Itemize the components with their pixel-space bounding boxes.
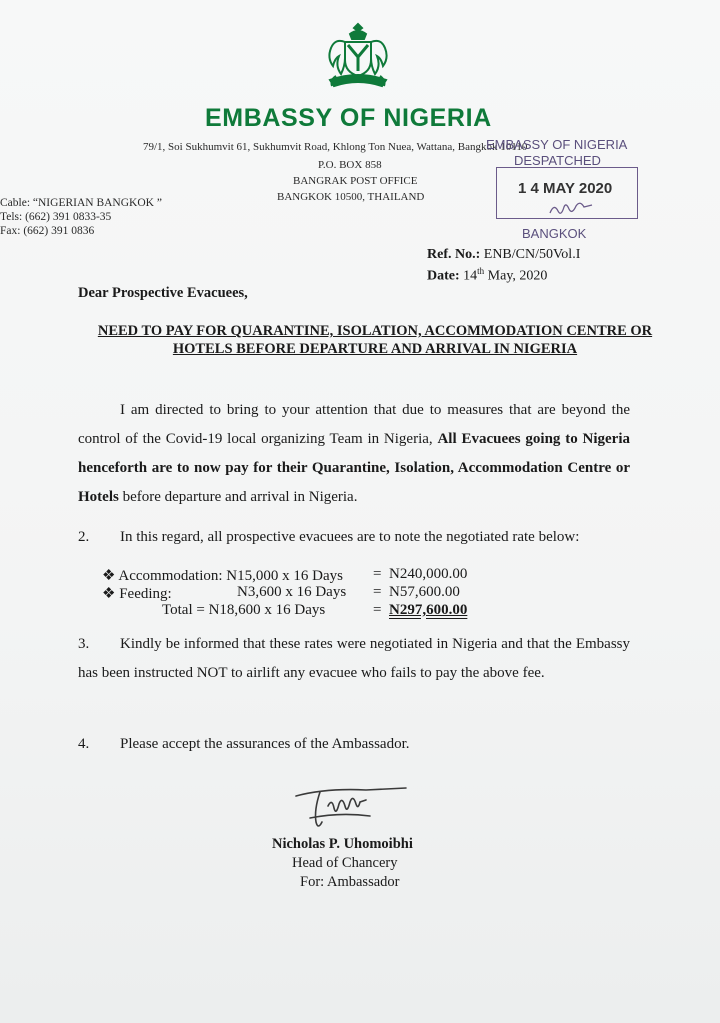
feeding-rate: N3,600 x 16 Days	[237, 584, 347, 600]
address-line-2: P.O. BOX 858	[318, 159, 382, 171]
ref-label: Ref. No.:	[427, 247, 481, 262]
letter-heading	[70, 322, 680, 358]
total-eq: =	[373, 602, 382, 618]
letter-date	[427, 266, 547, 285]
stamp-date: 1 4 MAY 2020	[518, 180, 613, 197]
despatched-stamp	[482, 131, 650, 239]
paragraph-2-number: 2.	[78, 529, 90, 545]
rate-accommodation	[102, 566, 343, 585]
accommodation-total: N240,000.00	[389, 566, 468, 582]
handwritten-signature-icon	[290, 782, 420, 838]
paragraph-1-lead: I am directed to bring to your attention that due to measures that are beyond the control of the Covid-19 local organizing Team in Nigeria,	[78, 402, 630, 447]
paragraph-4-text: Please accept the assurances of the Ambassador.	[120, 736, 410, 752]
nigeria-coat-of-arms-icon	[318, 18, 398, 96]
date-suffix: th	[477, 266, 485, 276]
paragraph-3-text: Kindly be informed that these rates were negotiated in Nigeria and that the Embassy has been instructed NOT to airlift any evacuee who fails to pay the above fee.	[78, 636, 630, 681]
signer-name: Nicholas P. Uhomoibhi	[272, 836, 413, 852]
signer-for: For: Ambassador	[300, 874, 400, 890]
address-line-4: BANGKOK 10500, THAILAND	[277, 191, 425, 203]
date-day: 14	[463, 268, 478, 284]
address-line-3: BANGRAK POST OFFICE	[293, 175, 418, 187]
ref-value: ENB/CN/50Vol.I	[483, 247, 581, 262]
cable-line: Cable: “NIGERIAN BANGKOK ”	[0, 197, 162, 209]
accommodation-eq: =	[373, 566, 382, 582]
paragraph-2-text: In this regard, all prospective evacuees are to note the negotiated rate below:	[120, 529, 580, 545]
heading-text: NEED TO PAY FOR QUARANTINE, ISOLATION, ACCOMMODATION CENTRE OR HOTELS BEFORE DEPARTURE AND ARRIVAL IN NIGERIA	[97, 323, 653, 357]
paragraph-3-number: 3.	[78, 636, 90, 652]
tels-line: Tels: (662) 391 0833-35	[0, 211, 112, 223]
accommodation-label: Accommodation: N15,000 x 16 Days	[118, 568, 343, 584]
bullet-diamond-icon: ❖	[102, 586, 116, 602]
address-line-1: 79/1, Soi Sukhumvit 61, Sukhumvit Road, Khlong Ton Nuea, Wattana, Bangkok 10110	[143, 141, 528, 153]
rate-feeding	[102, 584, 172, 603]
stamp-initials-icon	[548, 201, 598, 217]
paragraph-1-bold: All Evacuees going to Nigeria henceforth are to now pay for their Quarantine, Isolation, Accommodation Centre or Hotels	[78, 431, 630, 505]
signer-title: Head of Chancery	[292, 855, 398, 871]
fax-line: Fax: (662) 391 0836	[0, 225, 95, 237]
feeding-eq: =	[373, 584, 382, 600]
bullet-diamond-icon: ❖	[102, 568, 116, 584]
total-label: Total = N18,600 x 16 Days	[162, 602, 326, 618]
paragraph-1	[78, 396, 630, 512]
paragraph-4-number: 4.	[78, 736, 90, 752]
salutation: Dear Prospective Evacuees,	[78, 285, 248, 301]
date-label: Date:	[427, 268, 460, 284]
stamp-line-3: BANGKOK	[522, 226, 587, 241]
reference-number	[427, 247, 580, 263]
paragraph-1-tail: before departure and arrival in Nigeria.	[122, 489, 358, 505]
embassy-title: EMBASSY OF NIGERIA	[205, 104, 492, 132]
feeding-label: Feeding:	[119, 586, 172, 602]
total-value: N297,600.00	[389, 602, 468, 618]
stamp-line-1: EMBASSY OF NIGERIA	[486, 137, 628, 152]
stamp-line-2: DESPATCHED	[514, 153, 601, 168]
date-rest: May, 2020	[487, 268, 548, 284]
feeding-total: N57,600.00	[389, 584, 460, 600]
